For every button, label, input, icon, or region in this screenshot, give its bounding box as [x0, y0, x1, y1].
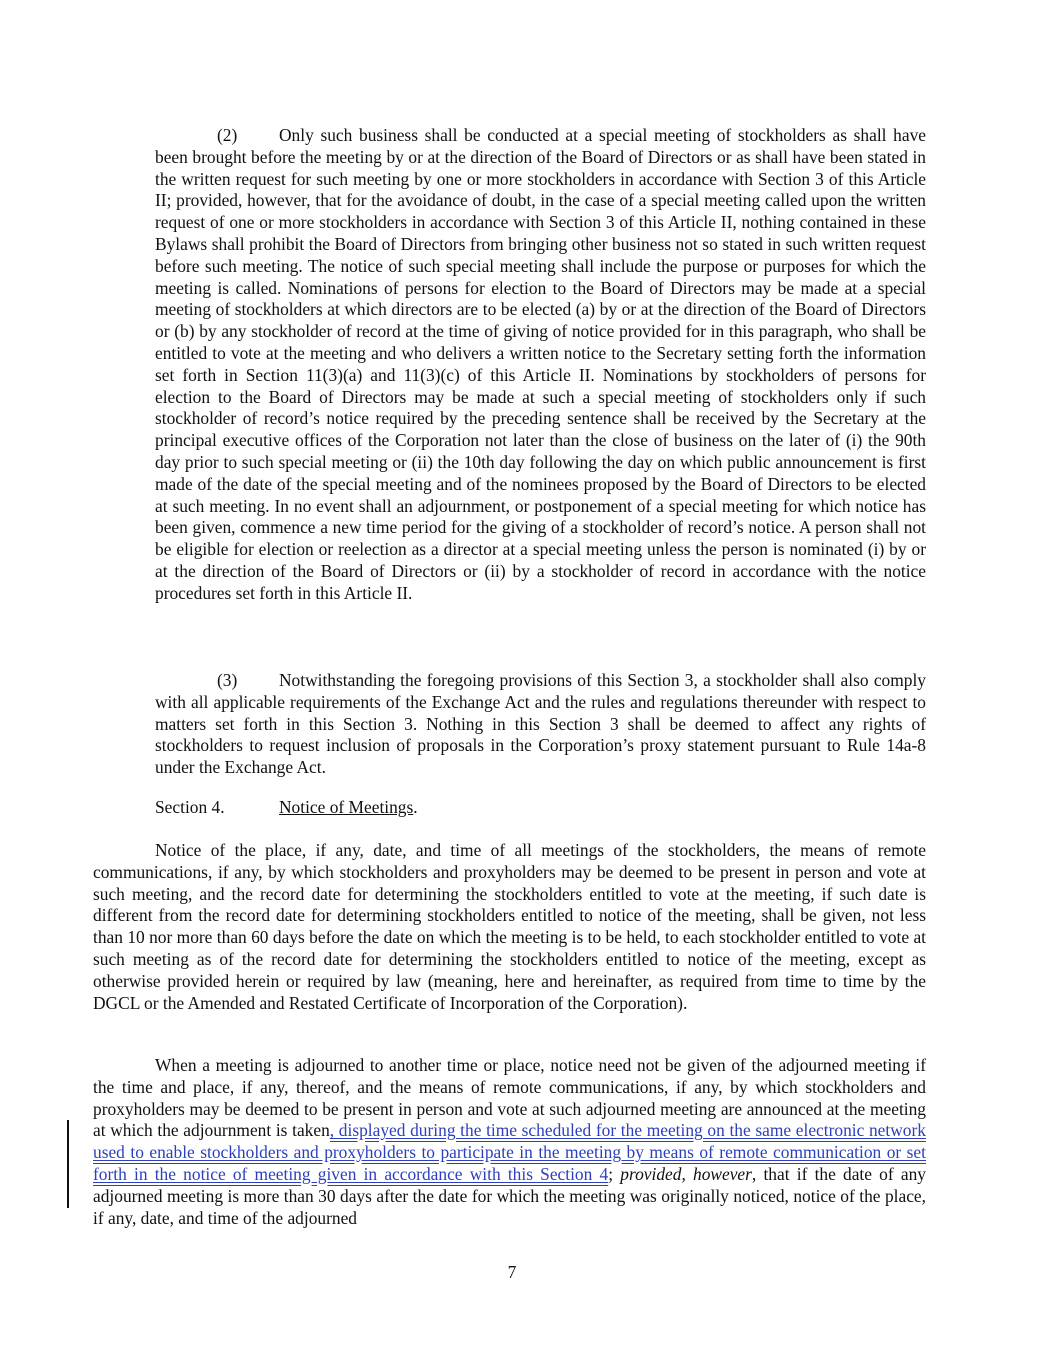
section-4-heading [155, 797, 418, 819]
paragraph-3 [155, 670, 926, 779]
paragraph-3-text: Notwithstanding the foregoing provisions of this Section 3, a stockholder shall also comply with all applicable requirements of the Exchange Act and the rules and regulations thereunder with respect to matters set forth in this Section 3. Nothing in this Section 3 shall be deemed to affect any rights of stockholders to request inclusion of proposals in the Corporation’s proxy statement pursuant to Rule 14a-8 under the Exchange Act. [155, 670, 926, 778]
paragraph-2-number: (2) [217, 125, 238, 145]
section-4-title: Notice of Meetings [279, 797, 414, 817]
section-4-title-period: . [413, 797, 418, 817]
inserted-revision-text: , displayed during the time scheduled for the meeting on the same electronic network used to enable stockholders and proxyholders to participate in the meeting by means of remote communication or set forth in the notice of meeting given in accordance with this Section 4 [93, 1120, 926, 1184]
revision-change-bar [67, 1120, 69, 1208]
adjournment-italic-proviso: provided, however [620, 1163, 752, 1184]
adjournment-text-after: , that if the date of any adjourned meeting is more than 30 days after the date for which the meeting was originally noticed, notice of the place, if any, date, and time of the adjourned [93, 1163, 926, 1228]
page-number: 7 [507, 1262, 517, 1282]
adjournment-semicolon: ; [608, 1163, 614, 1184]
paragraph-2-text: Only such business shall be conducted at a special meeting of stockholders as shall have been brought before the meeting by or at the direction of the Board of Directors or as shall have been stated in the written request for such meeting by one or more stockholders in accordance with Section 3 of this Article II; provided, however, that for the avoidance of doubt, in the case of a special meeting called upon the written request of one or more stockholders in accordance with Section 3 of this Article II, nothing contained in these Bylaws shall prohibit the Board of Directors from bringing other business not so stated in such written request before such meeting. The notice of such special meeting shall include the purpose or purposes for which the meeting is called. Nominations of persons for election to the Board of Directors may be made at a special meeting of stockholders at which directors are to be elected (a) by or at the direction of the Board of Directors or (b) by any stockholder of record at the time of giving of notice provided for in this paragraph, who shall be entitled to vote at the meeting and who delivers a written notice to the Secretary setting forth the information set forth in Section 11(3)(a) and 11(3)(c) of this Article II. Nominations by stockholders of persons for election to the Board of Directors may be made at such a special meeting of stockholders only if such stockholder of record’s notice required by the preceding sentence shall be received by the Secretary at the principal executive offices of the Corporation not later than the close of business on the later of (i) the 90th day prior to such special meeting or (ii) the 10th day following the day on which public announcement is first made of the date of the special meeting and of the nominees proposed by the Board of Directors to be elected at such meeting. In no event shall an adjournment, or postponement of a special meeting for which notice has been given, commence a new time period for the giving of a stockholder of record’s notice. A person shall not be eligible for election or reelection as a director at a special meeting unless the person is nominated (i) by or at the direction of the Board of Directors or (ii) by a stockholder of record in accordance with the notice procedures set forth in this Article II. [155, 125, 926, 603]
notice-paragraph-text: Notice of the place, if any, date, and time of all meetings of the stockholders, the means of remote communications, if any, by which stockholders and proxyholders may be deemed to be present in person and vote at such meeting, and the record date for determining the stockholders entitled to vote at the meeting, if such date is different from the record date for determining stockholders entitled to notice of the meeting, shall be given, not less than 10 nor more than 60 days before the date on which the meeting is to be held, to each stockholder entitled to vote at such meeting as of the record date for determining the stockholders entitled to notice of the meeting, except as otherwise provided herein or required by law (meaning, here and hereinafter, as required from time to time by the DGCL or the Amended and Restated Certificate of Incorporation of the Corporation). [93, 840, 926, 1013]
notice-paragraph [93, 840, 926, 1014]
paragraph-3-number: (3) [217, 670, 238, 690]
paragraph-2 [155, 125, 926, 605]
section-4-number: Section 4. [155, 797, 225, 817]
adjournment-paragraph [93, 1055, 926, 1229]
adjournment-text-before: When a meeting is adjourned to another time or place, notice need not be given of the adjourned meeting if the time and place, if any, thereof, and the means of remote communications, if any, by which stockholders and proxyholders may be deemed to be present in person and vote at such adjourned meeting are announced at the meeting at which the adjournment is taken [93, 1055, 926, 1141]
